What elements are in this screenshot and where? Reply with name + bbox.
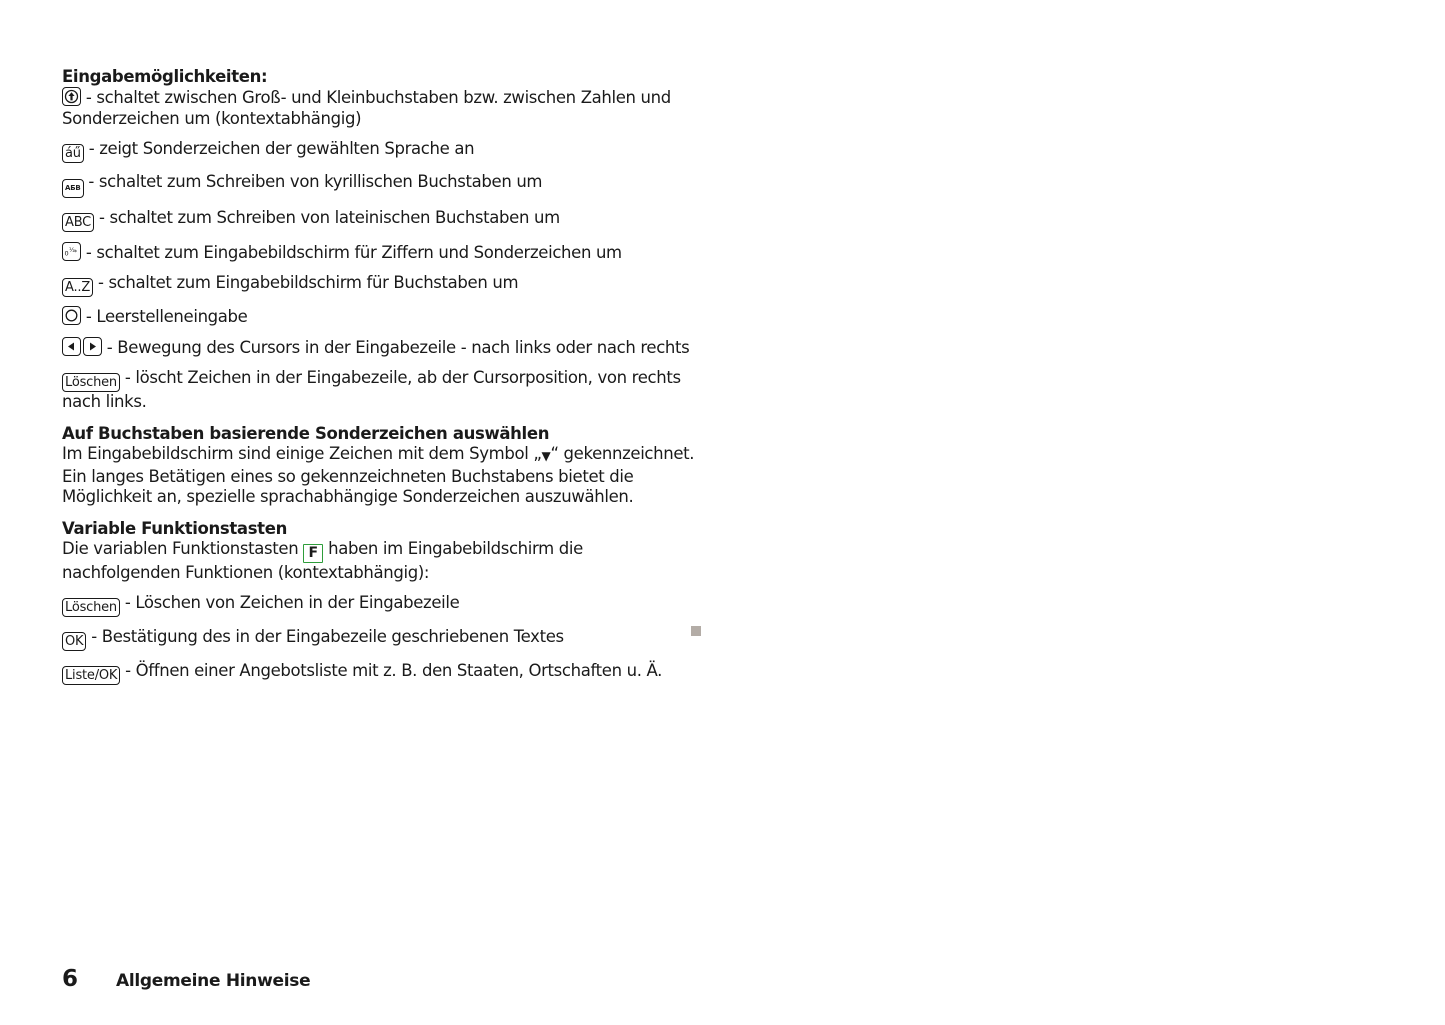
page-number: 6 [62, 966, 79, 992]
function-key-f: F [303, 544, 323, 563]
special-chars-key: áű [62, 144, 84, 163]
latin-key: ABC [62, 213, 94, 232]
letters-key: A..Z [62, 278, 93, 297]
digits-symbols-key-icon [62, 242, 81, 261]
page-content [62, 67, 702, 685]
delete-key: Löschen [62, 598, 120, 617]
input-option-shift: - schaltet zwischen Groß- und Kleinbuchstaben bzw. zwischen Zahlen und Sonderzeichen um (kontextabhängig) [62, 88, 671, 128]
input-option-special-chars: áű - zeigt Sonderzeichen der gewählten Sprache an [62, 139, 702, 163]
input-option-letters: A..Z - schaltet zum Eingabebildschirm für Buchstaben um [62, 273, 702, 297]
function-key-list-ok: Liste/OK - Öffnen einer Angebotsliste mit z. B. den Staaten, Ortschaften u. Ä. [62, 661, 702, 685]
input-option-cursor: - Bewegung des Cursors in der Eingabezeile - nach links oder nach rechts [62, 337, 702, 358]
ok-key: OK [62, 632, 86, 651]
shift-key-icon [62, 87, 81, 106]
delete-key: Löschen [62, 373, 120, 392]
input-option-delete: Löschen - löscht Zeichen in der Eingabezeile, ab der Cursorposition, von rechts nach links. [62, 368, 681, 412]
svg-text:0: 0 [64, 249, 69, 258]
special-chars-heading: Auf Buchstaben basierende Sonderzeichen auswählen [62, 424, 550, 444]
function-key-ok: OK - Bestätigung des in der Eingabezeile geschriebenen Textes [62, 627, 702, 651]
footer-section-title: Allgemeine Hinweise [116, 971, 311, 991]
function-keys-heading: Variable Funktionstasten [62, 518, 287, 538]
input-option-latin: ABC - schaltet zum Schreiben von lateinischen Buchstaben um [62, 208, 702, 232]
svg-text:*: * [74, 248, 77, 256]
list-ok-key: Liste/OK [62, 666, 120, 685]
input-option-digits: 0 ½ * - schaltet zum Eingabebildschirm für Ziffern und Sonderzeichen um [62, 242, 702, 263]
svg-text:½: ½ [69, 246, 75, 254]
input-option-space: - Leerstelleneingabe [62, 306, 702, 327]
space-key-icon [62, 306, 81, 325]
cursor-right-icon [83, 337, 102, 356]
function-key-delete: Löschen - Löschen von Zeichen in der Eingabezeile [62, 593, 702, 617]
special-chars-paragraph: Im Eingabebildschirm sind einige Zeichen mit dem Symbol „▼“ gekennzeichnet. Ein langes Betätigen eines so gekennzeichneten Buchstabens bietet die Möglichkeit an, spezielle sprachabhängige Sonderzeichen auszuwählen. [62, 444, 695, 507]
input-option-cyrillic: АБВ - schaltet zum Schreiben von kyrillischen Buchstaben um [62, 172, 702, 198]
special-char-marker-icon: ▼ [541, 449, 551, 464]
section-end-marker [691, 626, 701, 636]
input-options-heading: Eingabemöglichkeiten: [62, 67, 268, 86]
cursor-left-icon [62, 337, 81, 356]
cyrillic-key: АБВ [62, 179, 84, 198]
function-keys-paragraph: Die variablen Funktionstasten F haben im Eingabebildschirm die nachfolgenden Funktionen (kontextabhängig): [62, 539, 583, 583]
